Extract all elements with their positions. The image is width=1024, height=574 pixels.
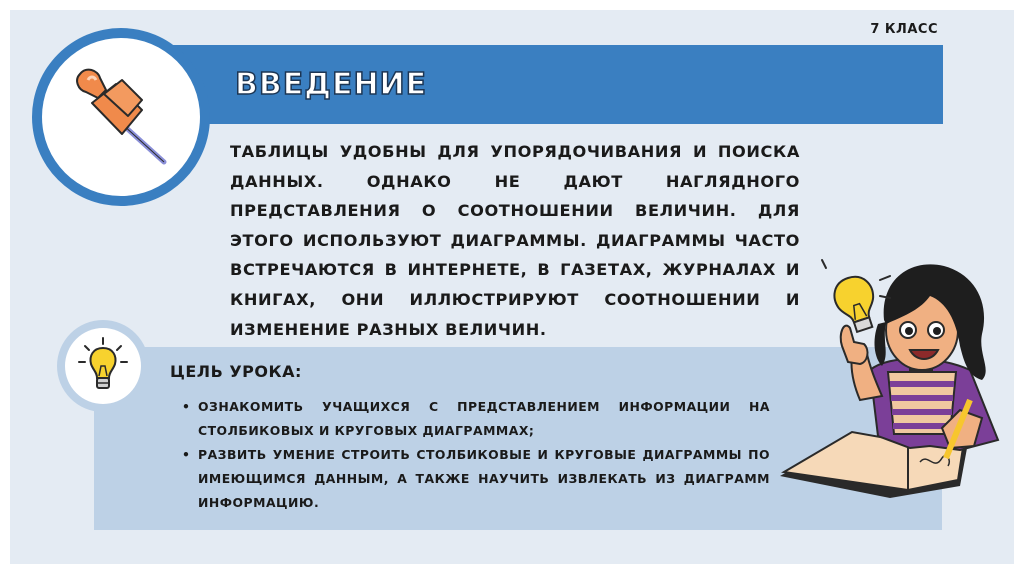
goal-text: РАЗВИТЬ УМЕНИЕ СТРОИТЬ СТОЛБИКОВЫЕ И КРУГОВЫЕ ДИАГРАММЫ ПО ИМЕЮЩИМСЯ ДАННЫМ, А ТАКЖЕ НАУЧИТЬ ИЗВЛЕКАТЬ ИЗ ДИАГРАММ ИНФОРМАЦИЮ. (198, 447, 770, 510)
bullet: • (182, 399, 191, 414)
lightbulb-icon (65, 328, 141, 404)
slide (10, 10, 1014, 564)
grade-label: 7 КЛАСС (870, 22, 938, 37)
bulb-badge (65, 328, 141, 404)
goal-title: ЦЕЛЬ УРОКА: (170, 362, 302, 381)
list-item (182, 443, 770, 515)
title-bar (155, 45, 943, 124)
slide-title: ВВЕДЕНИЕ (235, 67, 428, 102)
goal-text: ОЗНАКОМИТЬ УЧАЩИХСЯ С ПРЕДСТАВЛЕНИЕМ ИНФОРМАЦИИ НА СТОЛБИКОВЫХ И КРУГОВЫХ ДИАГРАММАХ; (198, 399, 770, 438)
list-item (182, 395, 770, 443)
intro-paragraph: ТАБЛИЦЫ УДОБНЫ ДЛЯ УПОРЯДОЧИВАНИЯ И ПОИСКА ДАННЫХ. ОДНАКО НЕ ДАЮТ НАГЛЯДНОГО ПРЕДСТАВЛЕНИЯ О СООТНОШЕНИИ ВЕЛИЧИН. ДЛЯ ЭТОГО ИСПОЛЬЗУЮТ ДИАГРАММЫ. ДИАГРАММЫ ЧАСТО ВСТРЕЧАЮТСЯ В ИНТЕРНЕТЕ, В ГАЗЕТАХ, ЖУРНАЛАХ И КНИГАХ, ОНИ ИЛЛЮСТРИРУЮТ СООТНОШЕНИИ И ИЗМЕНЕНИЕ РАЗНЫХ ВЕЛИЧИН. (230, 142, 800, 339)
pushpin-icon (42, 38, 200, 196)
girl-with-lightbulb-illustration (760, 250, 1010, 500)
bullet: • (182, 447, 191, 462)
pin-badge (42, 38, 200, 196)
goal-list (182, 395, 770, 515)
